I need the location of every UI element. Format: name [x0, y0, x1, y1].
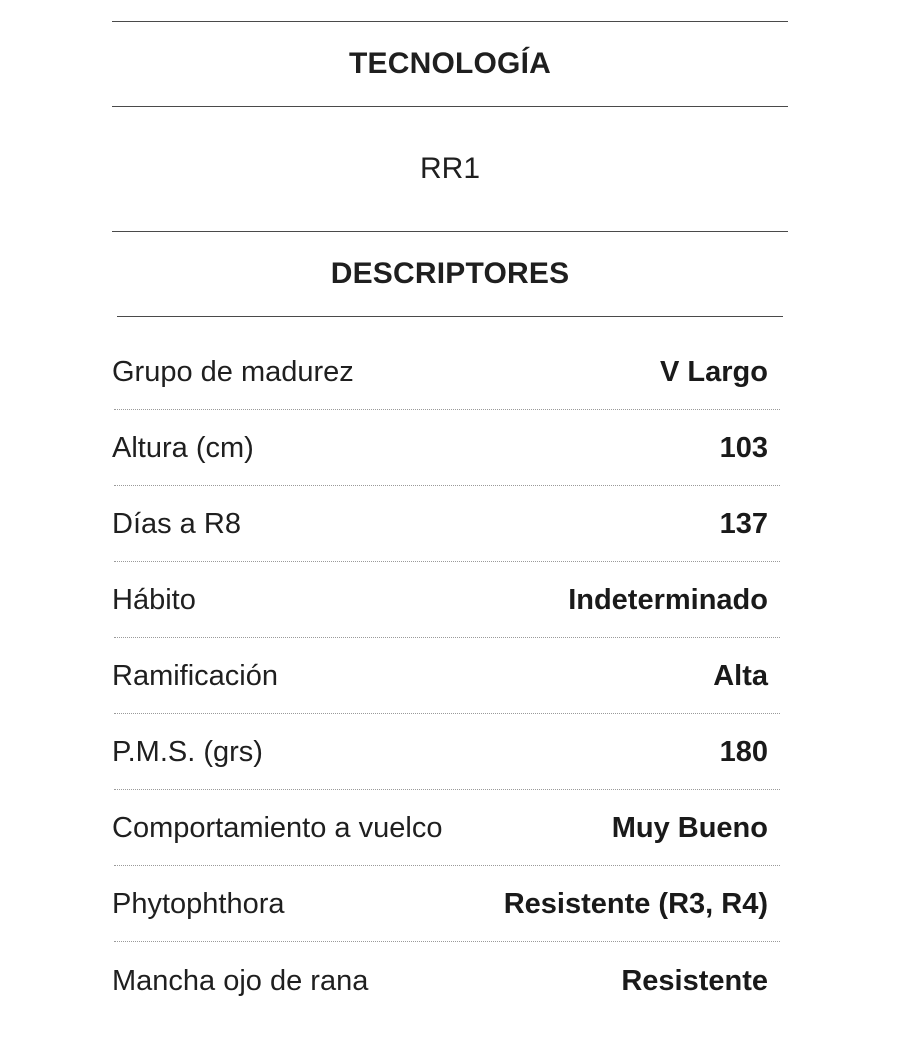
- descriptor-row-height: [114, 410, 780, 486]
- descriptor-value: Muy Bueno: [611, 812, 768, 844]
- descriptors-heading: DESCRIPTORES: [330, 257, 570, 290]
- descriptor-row-frogeye-leaf-spot: [114, 942, 780, 1018]
- descriptor-row-habit: [114, 562, 780, 638]
- descriptor-row-lodging: [114, 790, 780, 866]
- spec-sheet: [112, 0, 788, 1018]
- descriptor-row-days-to-r8: [114, 486, 780, 562]
- technology-heading: TECNOLOGÍA: [349, 47, 551, 80]
- descriptors-table: [112, 334, 788, 1018]
- descriptor-row-pms: [114, 714, 780, 790]
- descriptors-divider: [117, 316, 783, 317]
- descriptor-label: Días a R8: [112, 508, 241, 540]
- descriptor-value: 103: [719, 432, 768, 464]
- descriptor-row-branching: [114, 638, 780, 714]
- descriptor-label: Phytophthora: [112, 888, 285, 920]
- descriptor-label: P.M.S. (grs): [112, 736, 263, 768]
- descriptor-row-maturity-group: [114, 334, 780, 410]
- descriptor-label: Hábito: [112, 584, 196, 616]
- descriptor-value: Resistente (R3, R4): [503, 888, 768, 920]
- descriptor-label: Ramificación: [112, 660, 278, 692]
- descriptor-value: V Largo: [660, 356, 768, 388]
- descriptor-value: 137: [719, 508, 768, 540]
- descriptor-label: Altura (cm): [112, 432, 254, 464]
- descriptor-value: Alta: [713, 660, 768, 692]
- descriptor-label: Mancha ojo de rana: [112, 964, 369, 997]
- descriptor-label: Grupo de madurez: [112, 356, 354, 388]
- descriptor-value: Resistente: [621, 964, 768, 997]
- descriptor-value: Indeterminado: [568, 584, 768, 616]
- descriptor-value: 180: [719, 736, 768, 768]
- descriptor-label: Comportamiento a vuelco: [112, 812, 443, 844]
- descriptor-row-phytophthora: [114, 866, 780, 942]
- technology-value: RR1: [419, 152, 480, 185]
